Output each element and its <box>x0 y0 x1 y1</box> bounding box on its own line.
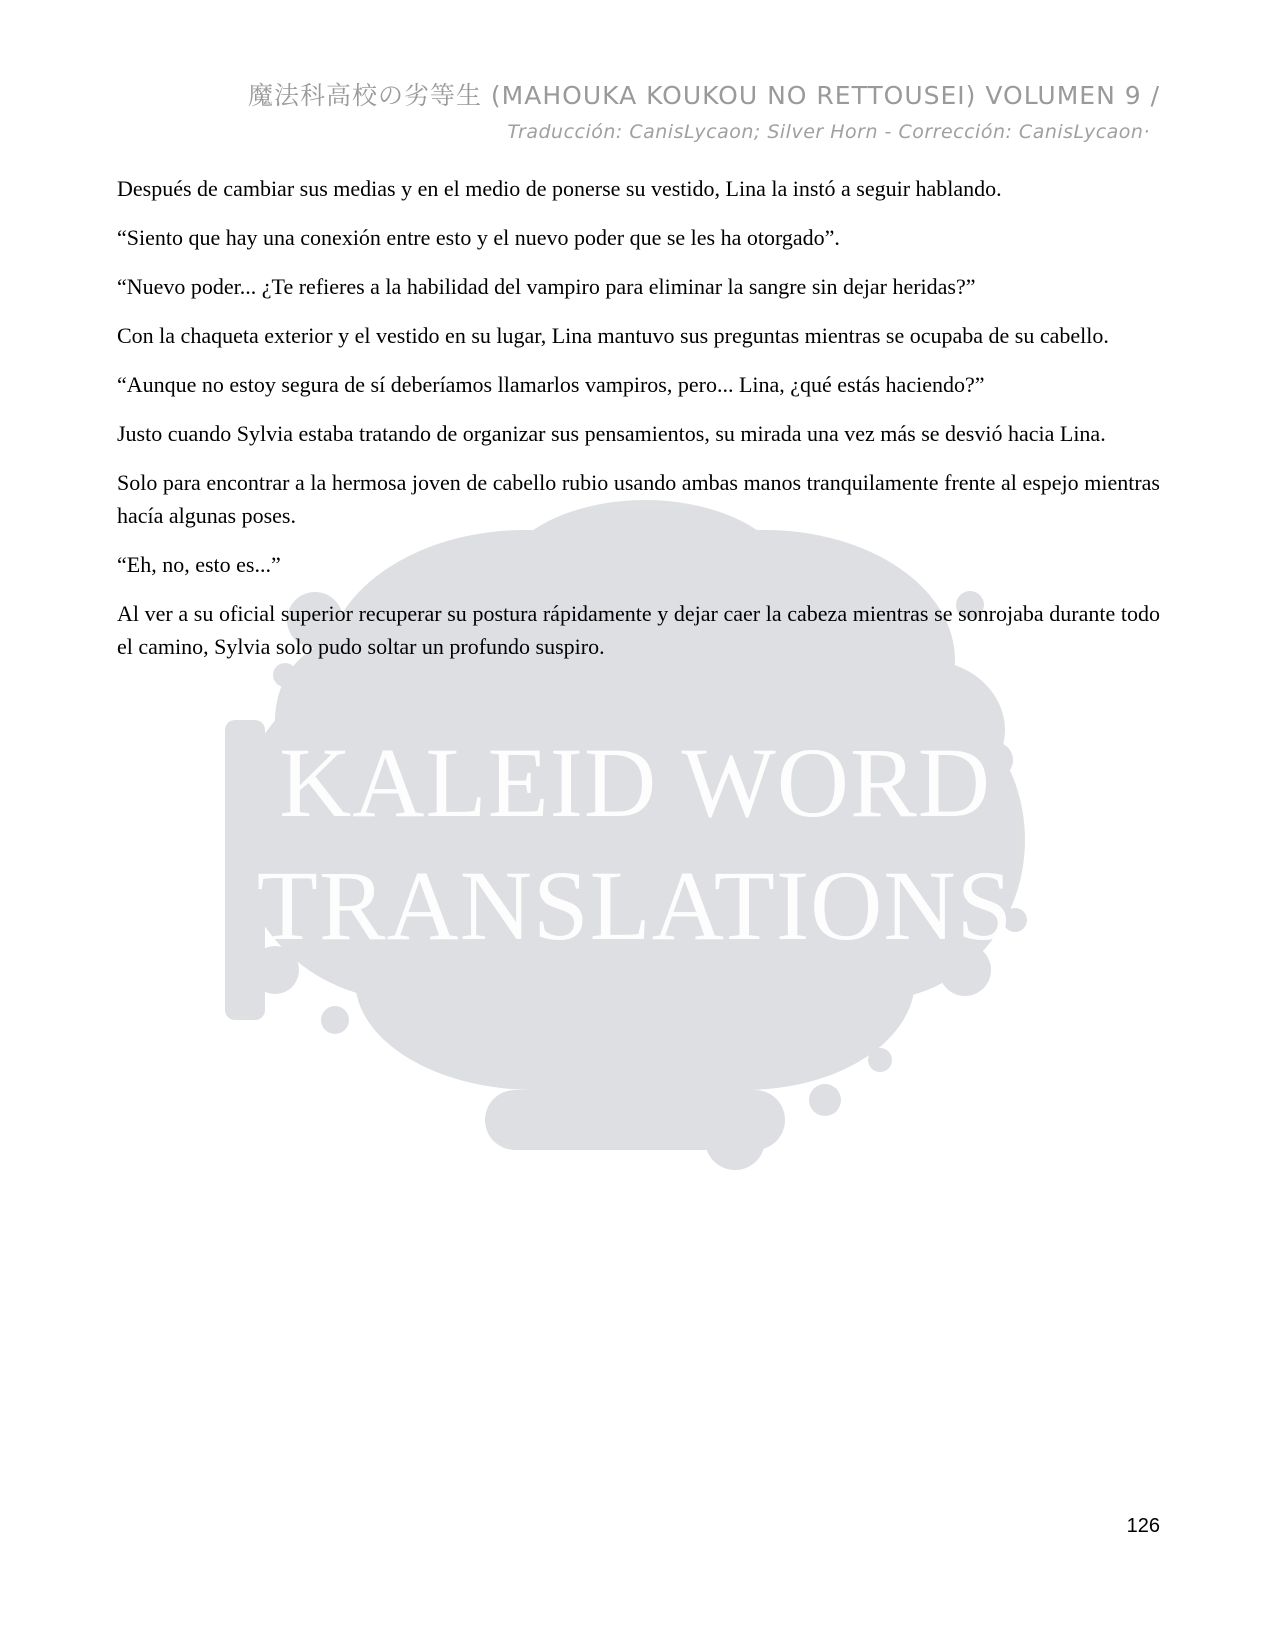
paragraph: Después de cambiar sus medias y en el medio de ponerse su vestido, Lina la instó a seguir hablando. <box>117 176 1002 201</box>
book-title: 魔法科高校の劣等生 (MAHOUKA KOUKOU NO RETTOUSEI) VOLUMEN 9 / <box>247 81 1160 110</box>
paragraph: “Aunque no estoy segura de sí deberíamos llamarlos vampiros, pero... Lina, ¿qué estás haciendo?” <box>117 372 985 397</box>
paragraph: Solo para encontrar a la hermosa joven de cabello rubio usando ambas manos tranquilamente frente al espejo mientras hacía algunas poses. <box>117 470 1160 528</box>
paragraph: Con la chaqueta exterior y el vestido en su lugar, Lina mantuvo sus preguntas mientras se ocupaba de su cabello. <box>117 323 1109 348</box>
watermark-line-2: TRANSLATIONS <box>256 850 1014 961</box>
body-text <box>117 172 1160 679</box>
watermark-line-1: KALEID WORD <box>279 727 991 838</box>
page-number: 126 <box>1126 1515 1160 1537</box>
paragraph: “Eh, no, esto es...” <box>117 552 281 577</box>
paragraph: Justo cuando Sylvia estaba tratando de organizar sus pensamientos, su mirada una vez más se desvió hacia Lina. <box>117 421 1106 446</box>
paragraph: “Siento que hay una conexión entre esto y el nuevo poder que se les ha otorgado”. <box>117 225 840 250</box>
translation-credits: Traducción: CanisLycaon; Silver Horn - Corrección: CanisLycaon· <box>507 121 1150 143</box>
paragraph: “Nuevo poder... ¿Te refieres a la habilidad del vampiro para eliminar la sangre sin dejar heridas?” <box>117 274 976 299</box>
paragraph: Al ver a su oficial superior recuperar su postura rápidamente y dejar caer la cabeza mientras se sonrojaba durante todo el camino, Sylvia solo pudo soltar un profundo suspiro. <box>117 601 1160 659</box>
